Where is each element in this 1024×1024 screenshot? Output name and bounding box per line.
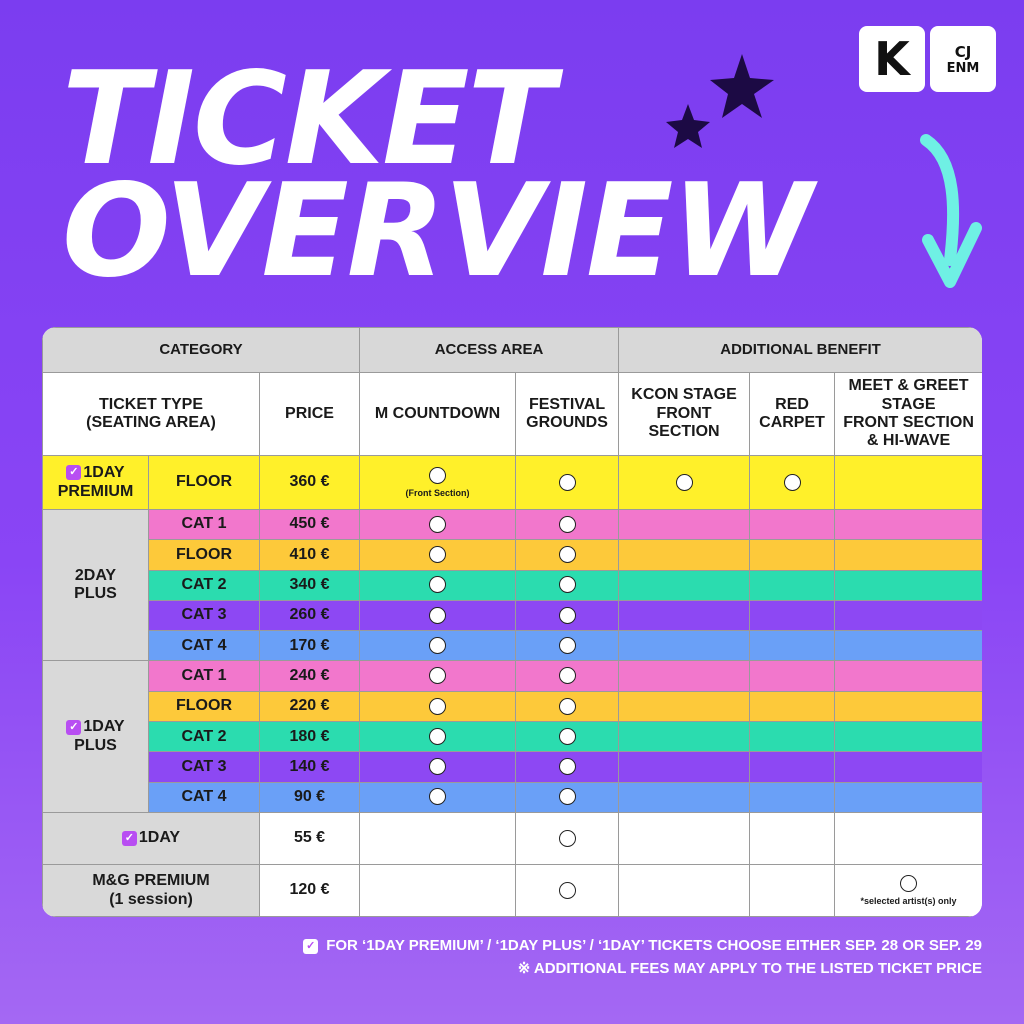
table-row — [43, 570, 983, 600]
festival-cell — [516, 510, 619, 540]
group-label: 1DAY PLUS — [74, 718, 125, 754]
empty-cell — [619, 691, 750, 721]
seat-cell: CAT 4 — [149, 782, 260, 812]
empty-cell — [619, 570, 750, 600]
header-additional-benefit: ADDITIONAL BENEFIT — [619, 328, 982, 373]
empty-cell — [835, 510, 982, 540]
empty-cell — [750, 510, 835, 540]
check-icon: ✓ — [66, 720, 81, 735]
group-mg-premium: M&G PREMIUM (1 session) — [43, 865, 260, 917]
front-section-note: (Front Section) — [405, 487, 470, 498]
table-row — [43, 456, 983, 510]
title-line-1: TICKET — [62, 45, 553, 194]
selected-artist-note: *selected artist(s) only — [860, 895, 957, 906]
festival-cell — [516, 813, 619, 865]
seat-cell: CAT 2 — [149, 722, 260, 752]
included-icon — [559, 788, 576, 805]
empty-cell — [619, 813, 750, 865]
included-icon — [429, 637, 446, 654]
m-countdown-cell — [360, 782, 516, 812]
price-cell: 240 € — [260, 661, 360, 691]
festival-cell — [516, 782, 619, 812]
festival-cell — [516, 631, 619, 661]
empty-cell — [835, 691, 982, 721]
table-row — [43, 752, 983, 782]
m-countdown-cell — [360, 631, 516, 661]
festival-cell — [516, 865, 619, 917]
empty-cell — [619, 865, 750, 917]
included-icon — [429, 607, 446, 624]
empty-cell — [619, 510, 750, 540]
included-icon — [429, 667, 446, 684]
seat-cell: FLOOR — [149, 456, 260, 510]
header-festival-grounds: FESTIVAL GROUNDS — [516, 373, 619, 456]
empty-cell — [750, 865, 835, 917]
cj-enm-logo — [930, 26, 996, 92]
price-cell: 140 € — [260, 752, 360, 782]
m-countdown-cell — [360, 691, 516, 721]
included-icon — [429, 698, 446, 715]
festival-cell — [516, 661, 619, 691]
price-cell: 220 € — [260, 691, 360, 721]
seat-cell: CAT 3 — [149, 600, 260, 630]
price-cell: 120 € — [260, 865, 360, 917]
festival-cell — [516, 691, 619, 721]
seat-cell: CAT 2 — [149, 570, 260, 600]
header-kcon-stage: KCON STAGE FRONT SECTION — [619, 373, 750, 456]
included-icon — [559, 882, 576, 899]
empty-cell — [835, 631, 982, 661]
enm-logo-text: ENM — [946, 60, 980, 76]
included-icon — [429, 788, 446, 805]
included-icon — [429, 758, 446, 775]
footer-note-2: ※ ADDITIONAL FEES MAY APPLY TO THE LISTED TICKET PRICE — [517, 960, 982, 977]
seat-cell: CAT 1 — [149, 510, 260, 540]
group-label: 1DAY PREMIUM — [57, 464, 134, 500]
included-icon — [559, 667, 576, 684]
empty-cell — [750, 661, 835, 691]
title-line-2: OVERVIEW — [62, 157, 811, 306]
kcon-logo — [859, 26, 925, 92]
m-countdown-cell — [360, 456, 516, 510]
included-icon — [559, 516, 576, 533]
included-icon — [559, 698, 576, 715]
seat-cell: CAT 4 — [149, 631, 260, 661]
empty-cell — [750, 691, 835, 721]
included-icon — [429, 516, 446, 533]
header-category: CATEGORY — [43, 328, 360, 373]
included-icon — [429, 576, 446, 593]
festival-cell — [516, 456, 619, 510]
empty-cell — [750, 722, 835, 752]
m-countdown-cell — [360, 600, 516, 630]
included-icon — [559, 576, 576, 593]
header-red-carpet: RED CARPET — [750, 373, 835, 456]
included-icon — [559, 607, 576, 624]
empty-cell — [835, 782, 982, 812]
m-countdown-cell — [360, 722, 516, 752]
table-row — [43, 782, 983, 812]
table-row — [43, 600, 983, 630]
included-icon — [559, 830, 576, 847]
header-price: PRICE — [260, 373, 360, 456]
empty-cell — [750, 782, 835, 812]
festival-cell — [516, 570, 619, 600]
header-m-countdown: M COUNTDOWN — [360, 373, 516, 456]
empty-cell — [835, 661, 982, 691]
header-row-2 — [43, 373, 983, 456]
price-cell: 90 € — [260, 782, 360, 812]
seat-cell: CAT 1 — [149, 661, 260, 691]
price-cell: 410 € — [260, 540, 360, 570]
m-countdown-cell — [360, 570, 516, 600]
empty-cell — [835, 570, 982, 600]
empty-cell — [619, 540, 750, 570]
footer-line-1: FOR ‘1DAY PREMIUM’ / ‘1DAY PLUS’ / ‘1DAY’ TICKETS CHOOSE EITHER SEP. 28 OR SEP. 29 — [326, 937, 982, 954]
red-carpet-cell — [750, 456, 835, 510]
kcon-stage-cell — [619, 456, 750, 510]
check-icon: ✓ — [303, 939, 318, 954]
empty-cell — [619, 722, 750, 752]
price-cell: 340 € — [260, 570, 360, 600]
table-row — [43, 722, 983, 752]
meet-greet-cell — [835, 865, 982, 917]
empty-cell — [835, 722, 982, 752]
table-row — [43, 540, 983, 570]
empty-cell — [619, 661, 750, 691]
empty-cell — [750, 813, 835, 865]
included-icon — [429, 728, 446, 745]
price-cell: 360 € — [260, 456, 360, 510]
table-row — [43, 865, 983, 917]
meet-greet-cell — [835, 456, 982, 510]
empty-cell — [360, 813, 516, 865]
m-countdown-cell — [360, 661, 516, 691]
price-cell: 55 € — [260, 813, 360, 865]
group-label: 1DAY — [138, 829, 181, 847]
table-row — [43, 631, 983, 661]
empty-cell — [360, 865, 516, 917]
included-icon — [559, 546, 576, 563]
seat-cell: FLOOR — [149, 540, 260, 570]
m-countdown-cell — [360, 540, 516, 570]
included-icon — [559, 758, 576, 775]
empty-cell — [750, 570, 835, 600]
seat-cell: FLOOR — [149, 691, 260, 721]
footer-note-1 — [303, 937, 982, 954]
festival-cell — [516, 600, 619, 630]
empty-cell — [619, 782, 750, 812]
price-cell: 450 € — [260, 510, 360, 540]
table-row — [43, 691, 983, 721]
table-row — [43, 510, 983, 540]
empty-cell — [619, 631, 750, 661]
header-access-area: ACCESS AREA — [360, 328, 619, 373]
empty-cell — [750, 600, 835, 630]
table-row — [43, 813, 983, 865]
header-ticket-type: TICKET TYPE (SEATING AREA) — [43, 373, 260, 456]
empty-cell — [835, 600, 982, 630]
price-cell: 260 € — [260, 600, 360, 630]
check-icon: ✓ — [122, 831, 137, 846]
cj-logo-text: CJ — [954, 42, 972, 61]
empty-cell — [619, 752, 750, 782]
table-row — [43, 661, 983, 691]
group-1day-premium — [43, 456, 149, 510]
included-icon — [676, 474, 693, 491]
included-icon — [900, 875, 917, 892]
empty-cell — [750, 631, 835, 661]
price-cell: 170 € — [260, 631, 360, 661]
included-icon — [559, 728, 576, 745]
empty-cell — [750, 752, 835, 782]
kcon-logo-text: K — [874, 32, 910, 86]
empty-cell — [619, 600, 750, 630]
empty-cell — [835, 813, 982, 865]
empty-cell — [835, 752, 982, 782]
included-icon — [429, 467, 446, 484]
stars-decoration — [662, 48, 782, 168]
group-2day-plus: 2DAY PLUS — [43, 510, 149, 661]
check-icon: ✓ — [66, 465, 81, 480]
included-icon — [559, 637, 576, 654]
empty-cell — [750, 540, 835, 570]
m-countdown-cell — [360, 510, 516, 540]
m-countdown-cell — [360, 752, 516, 782]
header-meet-greet: MEET & GREET STAGE FRONT SECTION & HI-WAVE — [835, 373, 982, 456]
seat-cell: CAT 3 — [149, 752, 260, 782]
included-icon — [559, 474, 576, 491]
empty-cell — [835, 540, 982, 570]
ticket-table — [42, 327, 982, 917]
price-cell: 180 € — [260, 722, 360, 752]
included-icon — [429, 546, 446, 563]
header-row-1 — [43, 328, 983, 373]
group-1day-plus — [43, 661, 149, 813]
festival-cell — [516, 722, 619, 752]
included-icon — [784, 474, 801, 491]
arrow-decoration — [916, 130, 996, 300]
group-1day — [43, 813, 260, 865]
festival-cell — [516, 752, 619, 782]
festival-cell — [516, 540, 619, 570]
